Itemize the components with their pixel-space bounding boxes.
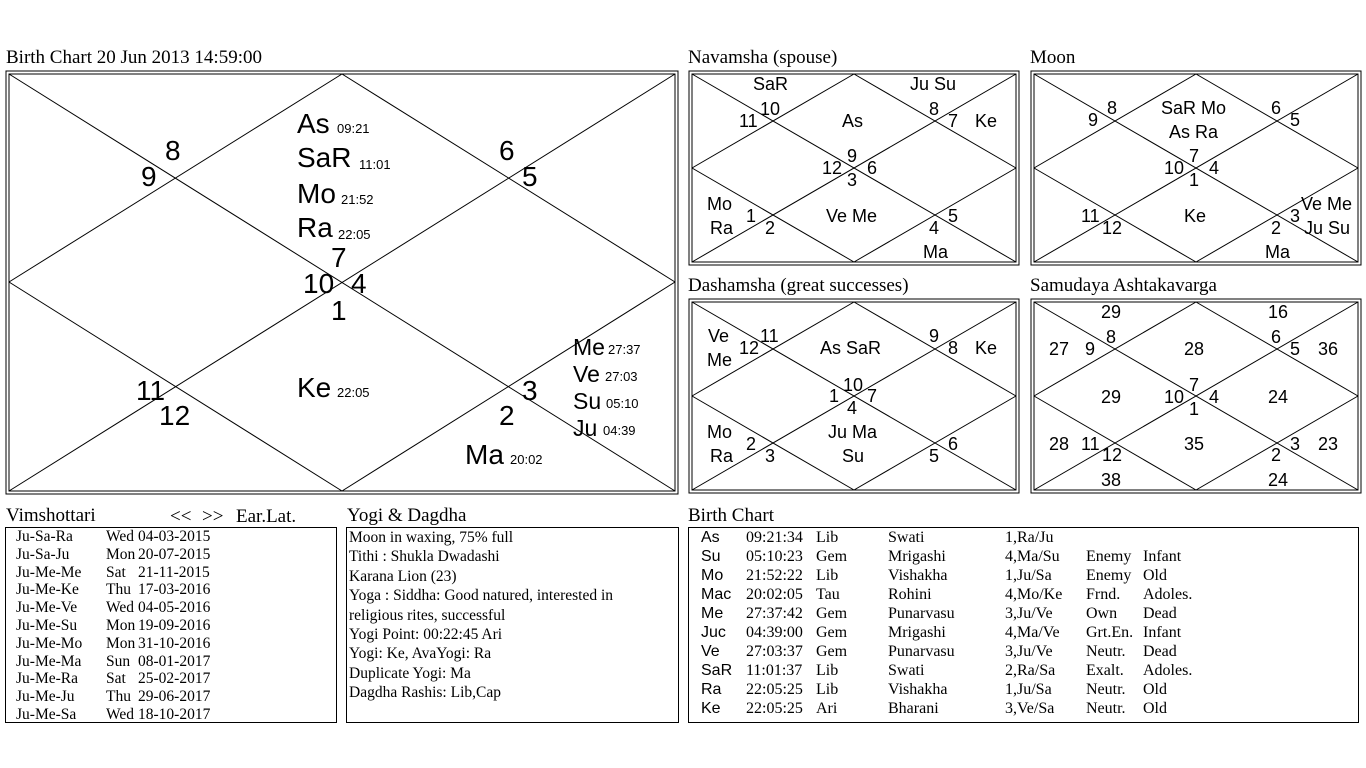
- planet-cell: Mo: [701, 567, 724, 584]
- moon-sign-3: 3: [1290, 206, 1301, 226]
- main-planet-ma: Ma: [465, 439, 504, 470]
- dasha-period: Ju-Sa-Ra: [16, 528, 73, 545]
- longitude-cell: 09:21:34: [746, 529, 803, 546]
- birth-table-title: Birth Chart: [688, 505, 775, 526]
- navamsha-house-center-bottom: Ve Me: [826, 206, 878, 226]
- dasha-day: Mon: [106, 617, 136, 634]
- samudaya-points-bottom-right: 24: [1268, 470, 1289, 490]
- relation-cell: Grt.En.: [1086, 624, 1134, 641]
- main-planet-ve-degree: 27:03: [605, 369, 638, 384]
- dasha-date: 17-03-2016: [138, 581, 211, 599]
- sign-cell: Gem: [816, 605, 848, 622]
- main-planet-ra-degree: 22:05: [338, 227, 371, 242]
- dasha-period: Ju-Me-Ve: [16, 599, 78, 617]
- nakshatra-cell: Punarvasu: [888, 605, 955, 622]
- nakshatra-cell: Mrigashi: [888, 548, 946, 565]
- main-sign-5: 5: [522, 161, 538, 192]
- dasha-period: Ju-Me-Ma: [16, 652, 82, 670]
- main-planet-as: As: [297, 108, 330, 139]
- dasha-period: Ju-Me-Su: [16, 617, 78, 634]
- navamsha-sign-5: 5: [948, 206, 959, 226]
- samudaya-points-top-right: 16: [1268, 302, 1289, 322]
- navamsha-sign-9: 9: [847, 146, 858, 166]
- navamsha-sign-11: 11: [739, 111, 758, 131]
- relation-cell: Enemy: [1086, 548, 1132, 565]
- relation-cell: Frnd.: [1086, 586, 1121, 603]
- yogi-line: Yogi: Ke, AvaYogi: Ra: [349, 645, 492, 663]
- main-planet-su-degree: 05:10: [606, 396, 639, 411]
- main-planet-ke: Ke: [297, 372, 332, 403]
- relation-cell: Neutr.: [1086, 643, 1126, 660]
- samudaya-sign-5: 5: [1290, 339, 1301, 359]
- moon-house-center-bottom: Ke: [1184, 206, 1207, 226]
- moon-sign-8: 8: [1107, 98, 1118, 118]
- dashamsha-house-right: Ke: [975, 338, 998, 358]
- relation-cell: Neutr.: [1086, 700, 1126, 717]
- state-cell: Adoles.: [1143, 586, 1193, 603]
- dashamsha-sign-9: 9: [929, 326, 940, 346]
- yogi-line: Tithi : Shukla Dwadashi: [349, 548, 500, 566]
- state-cell: Old: [1143, 681, 1167, 698]
- samudaya-points-right: 24: [1268, 387, 1289, 407]
- main-planet-sar-degree: 11:01: [359, 157, 391, 172]
- main-sign-8: 8: [165, 135, 181, 166]
- yogi-line: Karana Lion (23): [349, 567, 457, 585]
- nakshatra-cell: Vishakha: [888, 567, 948, 584]
- moon-house-top-1: SaR Mo: [1161, 98, 1227, 118]
- samudaya-points-right-top: 36: [1318, 339, 1339, 359]
- navamsha-sign-8: 8: [929, 99, 940, 119]
- dasha-day: Sat: [106, 563, 126, 581]
- main-planet-ve: Ve: [573, 361, 600, 387]
- sign-cell: Gem: [816, 624, 848, 641]
- vimshottari-title: Vimshottari: [6, 505, 96, 526]
- main-sign-11: 11: [136, 375, 166, 406]
- dasha-period: Ju-Me-Sa: [16, 706, 77, 723]
- samudaya-sign-8: 8: [1106, 327, 1117, 347]
- yogi-dagdha-title: Yogi & Dagdha: [347, 505, 467, 526]
- relation-cell: Enemy: [1086, 567, 1132, 584]
- moon-sign-1: 1: [1189, 170, 1200, 190]
- samudaya-points-right-bottom: 23: [1318, 434, 1339, 454]
- main-planet-ke-degree: 22:05: [337, 385, 370, 400]
- dashamsha-sign-3: 3: [765, 446, 776, 466]
- pada-cell: 4,Ma/Su: [1005, 548, 1060, 565]
- main-sign-3: 3: [522, 375, 538, 406]
- dasha-date: 31-10-2016: [138, 634, 211, 652]
- longitude-cell: 04:39:00: [746, 624, 803, 641]
- main-sign-7: 7: [331, 242, 347, 273]
- dasha-date: 20-07-2015: [138, 545, 211, 563]
- planet-cell: SaR: [701, 662, 733, 679]
- sign-cell: Ari: [816, 700, 838, 717]
- nakshatra-cell: Swati: [888, 662, 925, 679]
- dasha-day: Wed: [106, 706, 135, 723]
- state-cell: Infant: [1143, 548, 1182, 565]
- main-planet-ma-degree: 20:02: [510, 452, 543, 467]
- samudaya-sign-12: 12: [1102, 445, 1123, 465]
- moon-sign-2: 2: [1271, 218, 1282, 238]
- main-sign-6: 6: [499, 135, 515, 166]
- sign-cell: Gem: [816, 643, 848, 660]
- sign-cell: Lib: [816, 529, 839, 546]
- dashamsha-house-center-bottom-1: Ju Ma: [828, 422, 878, 442]
- longitude-cell: 27:37:42: [746, 605, 803, 622]
- moon-sign-10: 10: [1164, 158, 1185, 178]
- dasha-day: Wed: [106, 528, 135, 545]
- birth-chart-diagram: [5, 70, 679, 495]
- longitude-cell: 21:52:22: [746, 567, 803, 584]
- moon-house-top-2: As Ra: [1169, 122, 1219, 142]
- dasha-day: Mon: [106, 634, 136, 652]
- navamsha-sign-3: 3: [847, 170, 858, 190]
- main-planet-ra: Ra: [297, 212, 333, 243]
- longitude-cell: 27:03:37: [746, 643, 803, 660]
- planet-cell: As: [701, 529, 720, 546]
- main-sign-10: 10: [303, 268, 335, 299]
- samudaya-sign-6: 6: [1271, 327, 1282, 347]
- pada-cell: 4,Ma/Ve: [1005, 624, 1060, 641]
- samudaya-points-center-top: 28: [1184, 339, 1205, 359]
- relation-cell: Neutr.: [1086, 681, 1126, 698]
- relation-cell: Exalt.: [1086, 662, 1124, 679]
- dasha-day: Thu: [106, 581, 131, 599]
- samudaya-sign-3: 3: [1290, 434, 1301, 454]
- dashamsha-sign-8: 8: [948, 338, 959, 358]
- planet-cell: Ke: [701, 700, 721, 717]
- dasha-day: Wed: [106, 599, 135, 617]
- dashamsha-chart-diagram: [688, 298, 1020, 494]
- navamsha-chart-diagram: [688, 70, 1020, 266]
- dasha-period: Ju-Me-Ra: [16, 670, 78, 688]
- main-sign-9: 9: [141, 161, 157, 192]
- dasha-date: 08-01-2017: [138, 652, 211, 670]
- yogi-line: Duplicate Yogi: Ma: [349, 664, 471, 682]
- moon-chart-diagram: [1030, 70, 1362, 266]
- pada-cell: 3,Ju/Ve: [1005, 605, 1053, 622]
- main-sign-4: 4: [351, 268, 367, 299]
- dasha-date: 04-05-2016: [138, 599, 211, 617]
- main-planet-mo: Mo: [297, 178, 336, 209]
- navamsha-sign-2: 2: [765, 218, 776, 238]
- dashamsha-house-center-bottom-2: Su: [842, 446, 865, 466]
- navamsha-house-bottom: Ma: [923, 242, 949, 262]
- yogi-dagdha-panel: [346, 527, 679, 723]
- nakshatra-cell: Vishakha: [888, 681, 948, 698]
- pada-cell: 1,Ju/Sa: [1005, 567, 1052, 584]
- samudaya-points-left-bottom: 28: [1049, 434, 1070, 454]
- navamsha-house-top-right: Ju Su: [910, 74, 957, 94]
- state-cell: Old: [1143, 700, 1167, 717]
- longitude-cell: 11:01:37: [746, 662, 803, 679]
- main-planet-ju-degree: 04:39: [603, 423, 636, 438]
- earlier-later-toggle[interactable]: Ear.Lat.: [236, 506, 297, 527]
- sign-cell: Lib: [816, 681, 839, 698]
- sign-cell: Tau: [816, 586, 840, 603]
- samudaya-points-left-top: 27: [1049, 339, 1070, 359]
- pada-cell: 3,Ve/Sa: [1005, 700, 1055, 717]
- dasha-day: Sun: [106, 652, 131, 670]
- moon-house-bottom: Ma: [1265, 242, 1291, 262]
- longitude-cell: 22:05:25: [746, 681, 803, 698]
- state-cell: Adoles.: [1143, 662, 1193, 679]
- dasha-day: Mon: [106, 545, 136, 563]
- planet-cell: Me: [701, 605, 724, 622]
- navamsha-house-center-top: As: [842, 111, 864, 131]
- state-cell: Infant: [1143, 624, 1182, 641]
- nakshatra-cell: Bharani: [888, 700, 939, 717]
- longitude-cell: 20:02:05: [746, 586, 803, 603]
- samudaya-sign-4: 4: [1209, 387, 1220, 407]
- dashamsha-house-left-top-1: Ve: [708, 326, 730, 346]
- nakshatra-cell: Mrigashi: [888, 624, 946, 641]
- samudaya-sign-10: 10: [1164, 387, 1185, 407]
- dashamsha-sign-1: 1: [829, 386, 840, 406]
- pada-cell: 1,Ra/Ju: [1005, 529, 1054, 546]
- dashamsha-title: Dashamsha (great successes): [688, 275, 909, 296]
- main-planet-as-degree: 09:21: [337, 121, 370, 136]
- planet-cell: Su: [701, 548, 721, 565]
- moon-house-right-1: Ve Me: [1301, 194, 1353, 214]
- birth-chart-table: [688, 527, 1359, 723]
- longitude-cell: 22:05:25: [746, 700, 803, 717]
- samudaya-points-bottom-left: 38: [1101, 470, 1122, 490]
- navamsha-house-top-left: SaR: [753, 74, 789, 94]
- samudaya-points-center-bottom: 35: [1184, 434, 1205, 454]
- dashamsha-house-left-bottom-1: Mo: [707, 422, 733, 442]
- main-planet-sar: SaR: [297, 142, 352, 173]
- pada-cell: 2,Ra/Sa: [1005, 662, 1056, 679]
- navamsha-sign-10: 10: [760, 99, 781, 119]
- yogi-line: religious rites, successful: [349, 606, 506, 624]
- samudaya-sign-11: 11: [1081, 434, 1100, 454]
- dashamsha-house-left-top-2: Me: [707, 350, 733, 370]
- dasha-day: Sat: [106, 670, 126, 688]
- dashamsha-sign-5: 5: [929, 446, 940, 466]
- yogi-line: Yogi Point: 00:22:45 Ari: [349, 626, 503, 643]
- state-cell: Old: [1143, 567, 1167, 584]
- moon-sign-7: 7: [1189, 146, 1200, 166]
- moon-chart-title: Moon: [1030, 47, 1076, 68]
- navamsha-house-left-1: Mo: [707, 194, 733, 214]
- longitude-cell: 05:10:23: [746, 548, 803, 565]
- state-cell: Dead: [1143, 605, 1177, 622]
- planet-cell: Mac: [701, 586, 732, 603]
- main-sign-2: 2: [499, 400, 515, 431]
- dashamsha-sign-11: 11: [760, 326, 779, 346]
- vimshottari-list[interactable]: [5, 527, 337, 723]
- planet-cell: Juc: [701, 624, 726, 641]
- yogi-line: Yoga : Siddha: Good natured, interested in: [349, 587, 614, 605]
- dashamsha-sign-12: 12: [739, 338, 760, 358]
- birth-chart-title: Birth Chart 20 Jun 2013 14:59:00: [6, 47, 262, 68]
- dashamsha-sign-6: 6: [948, 434, 959, 454]
- navamsha-sign-12: 12: [822, 158, 843, 178]
- dasha-date: 25-02-2017: [138, 670, 211, 688]
- pada-cell: 4,Mo/Ke: [1005, 586, 1063, 603]
- nakshatra-cell: Rohini: [888, 586, 932, 603]
- dashamsha-sign-4: 4: [847, 398, 858, 418]
- dashamsha-house-center-top: As SaR: [820, 338, 882, 358]
- dasha-date: 21-11-2015: [138, 563, 210, 581]
- navamsha-house-left-2: Ra: [710, 218, 734, 238]
- yogi-line: Moon in waxing, 75% full: [349, 529, 514, 546]
- main-planet-me: Me: [573, 334, 605, 360]
- dashamsha-house-left-bottom-2: Ra: [710, 446, 734, 466]
- dasha-period: Ju-Me-Mo: [16, 634, 83, 652]
- dasha-period: Ju-Me-Ju: [16, 688, 75, 706]
- sign-cell: Lib: [816, 567, 839, 584]
- main-planet-me-degree: 27:37: [608, 342, 641, 357]
- dasha-day: Thu: [106, 688, 131, 706]
- moon-sign-12: 12: [1102, 218, 1123, 238]
- samudaya-sign-1: 1: [1189, 399, 1200, 419]
- dashamsha-sign-7: 7: [867, 386, 878, 406]
- dasha-date: 18-10-2017: [138, 706, 211, 723]
- navamsha-sign-4: 4: [929, 218, 940, 238]
- samudaya-sign-9: 9: [1085, 339, 1096, 359]
- relation-cell: Own: [1086, 605, 1118, 622]
- navamsha-title: Navamsha (spouse): [688, 47, 838, 68]
- main-planet-su: Su: [573, 388, 602, 414]
- state-cell: Dead: [1143, 643, 1177, 660]
- dasha-period: Ju-Me-Ke: [16, 581, 79, 599]
- moon-house-right-2: Ju Su: [1304, 218, 1351, 238]
- main-sign-12: 12: [159, 400, 191, 431]
- dashamsha-sign-10: 10: [843, 375, 864, 395]
- moon-sign-4: 4: [1209, 158, 1220, 178]
- samudaya-chart-diagram: [1030, 298, 1362, 494]
- moon-sign-11: 11: [1081, 206, 1100, 226]
- previous-period-button[interactable]: <<: [170, 506, 192, 527]
- main-planet-ju: Ju: [573, 415, 598, 441]
- sign-cell: Lib: [816, 662, 839, 679]
- samudaya-title: Samudaya Ashtakavarga: [1030, 275, 1217, 296]
- dasha-date: 29-06-2017: [138, 688, 211, 706]
- navamsha-house-right: Ke: [975, 111, 998, 131]
- navamsha-sign-7: 7: [948, 111, 959, 131]
- pada-cell: 1,Ju/Sa: [1005, 681, 1052, 698]
- navamsha-sign-1: 1: [746, 206, 757, 226]
- samudaya-points-left: 29: [1101, 387, 1122, 407]
- dasha-date: 04-03-2015: [138, 528, 211, 545]
- samudaya-sign-7: 7: [1189, 375, 1200, 395]
- dasha-date: 19-09-2016: [138, 617, 211, 634]
- moon-sign-5: 5: [1290, 110, 1301, 130]
- dashamsha-sign-2: 2: [746, 434, 757, 454]
- planet-cell: Ve: [701, 643, 720, 660]
- nakshatra-cell: Swati: [888, 529, 925, 546]
- next-period-button[interactable]: >>: [202, 506, 224, 527]
- dasha-period: Ju-Me-Me: [16, 563, 82, 581]
- planet-cell: Ra: [701, 681, 722, 698]
- moon-sign-9: 9: [1088, 110, 1099, 130]
- samudaya-sign-2: 2: [1271, 445, 1282, 465]
- main-planet-mo-degree: 21:52: [341, 192, 374, 207]
- samudaya-points-top-left: 29: [1101, 302, 1122, 322]
- dasha-period: Ju-Sa-Ju: [16, 545, 70, 563]
- yogi-line: Dagdha Rashis: Lib,Cap: [349, 684, 501, 702]
- moon-sign-6: 6: [1271, 98, 1282, 118]
- sign-cell: Gem: [816, 548, 848, 565]
- main-sign-1: 1: [331, 295, 347, 326]
- navamsha-sign-6: 6: [867, 158, 878, 178]
- nakshatra-cell: Punarvasu: [888, 643, 955, 660]
- pada-cell: 3,Ju/Ve: [1005, 643, 1053, 660]
